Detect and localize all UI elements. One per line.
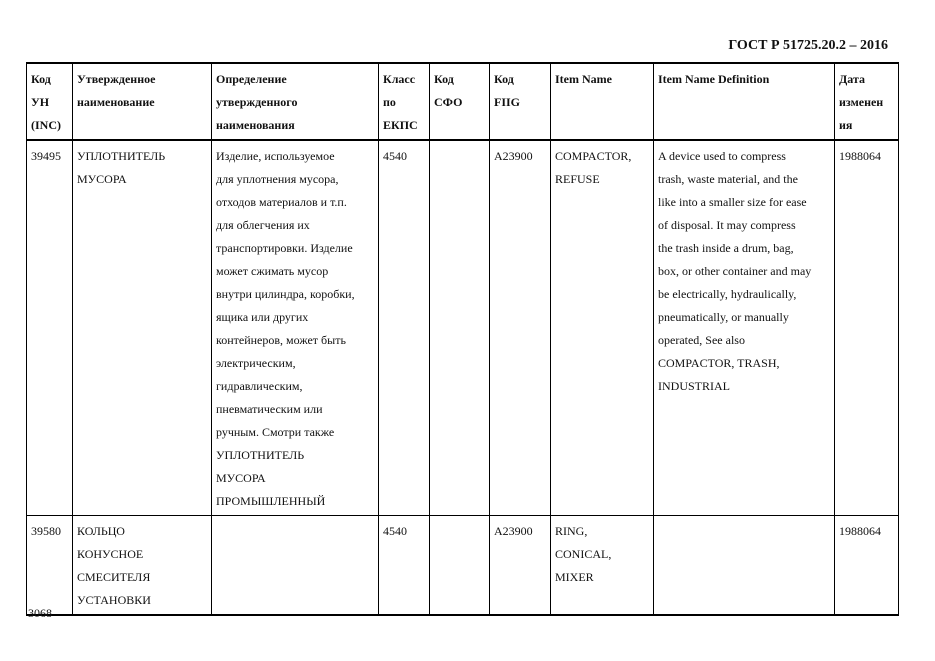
cell-sfo	[430, 516, 490, 616]
col-header-class: Класс по ЕКПС	[379, 63, 430, 140]
cell-definition: Изделие, используемое для уплотнения мусора, отходов материалов и т.п. для облегчения их транспортировки. Изделие может сжимать мусор внутри цилиндра, коробки, ящика или других контейнеров, может быть электрическим, гидравлическим, пневматическим или ручным. Смотри также УПЛОТНИТЕЛЬ МУСОРА ПРОМЫШЛЕННЫЙ	[212, 140, 379, 516]
cell-inc: 39580	[27, 516, 73, 616]
cell-class: 4540	[379, 140, 430, 516]
col-header-date: Дата изменен ия	[835, 63, 899, 140]
cell-approved-name: КОЛЬЦО КОНУСНОЕ СМЕСИТЕЛЯ УСТАНОВКИ	[73, 516, 212, 616]
cell-class: 4540	[379, 516, 430, 616]
table-header-row	[27, 63, 899, 140]
cell-approved-name: УПЛОТНИТЕЛЬ МУСОРА	[73, 140, 212, 516]
cell-item-definition: A device used to compress trash, waste material, and the like into a smaller size for ease of disposal. It may compress the trash inside a drum, bag, box, or other container and may be electrically, hydraulically, pneumatically, or manually operated, See also COMPACTOR, TRASH, INDUSTRIAL	[654, 140, 835, 516]
col-header-item-name: Item Name	[551, 63, 654, 140]
col-header-fiig: Код FIIG	[490, 63, 551, 140]
table-row	[27, 140, 899, 516]
page-number: 3068	[28, 606, 52, 620]
cell-item-name: RING, CONICAL, MIXER	[551, 516, 654, 616]
cell-definition	[212, 516, 379, 616]
col-header-inc: Код УН (INC)	[27, 63, 73, 140]
cell-item-definition	[654, 516, 835, 616]
table-row	[27, 516, 899, 616]
cell-sfo	[430, 140, 490, 516]
cell-fiig: A23900	[490, 516, 551, 616]
item-name-table	[26, 62, 899, 616]
cell-item-name: COMPACTOR, REFUSE	[551, 140, 654, 516]
cell-date: 1988064	[835, 516, 899, 616]
col-header-item-definition: Item Name Definition	[654, 63, 835, 140]
col-header-definition: Определение утвержденного наименования	[212, 63, 379, 140]
col-header-approved-name: Утвержденное наименование	[73, 63, 212, 140]
document-code: ГОСТ Р 51725.20.2 – 2016	[728, 38, 888, 53]
cell-fiig: A23900	[490, 140, 551, 516]
cell-date: 1988064	[835, 140, 899, 516]
cell-inc: 39495	[27, 140, 73, 516]
col-header-sfo: Код СФО	[430, 63, 490, 140]
